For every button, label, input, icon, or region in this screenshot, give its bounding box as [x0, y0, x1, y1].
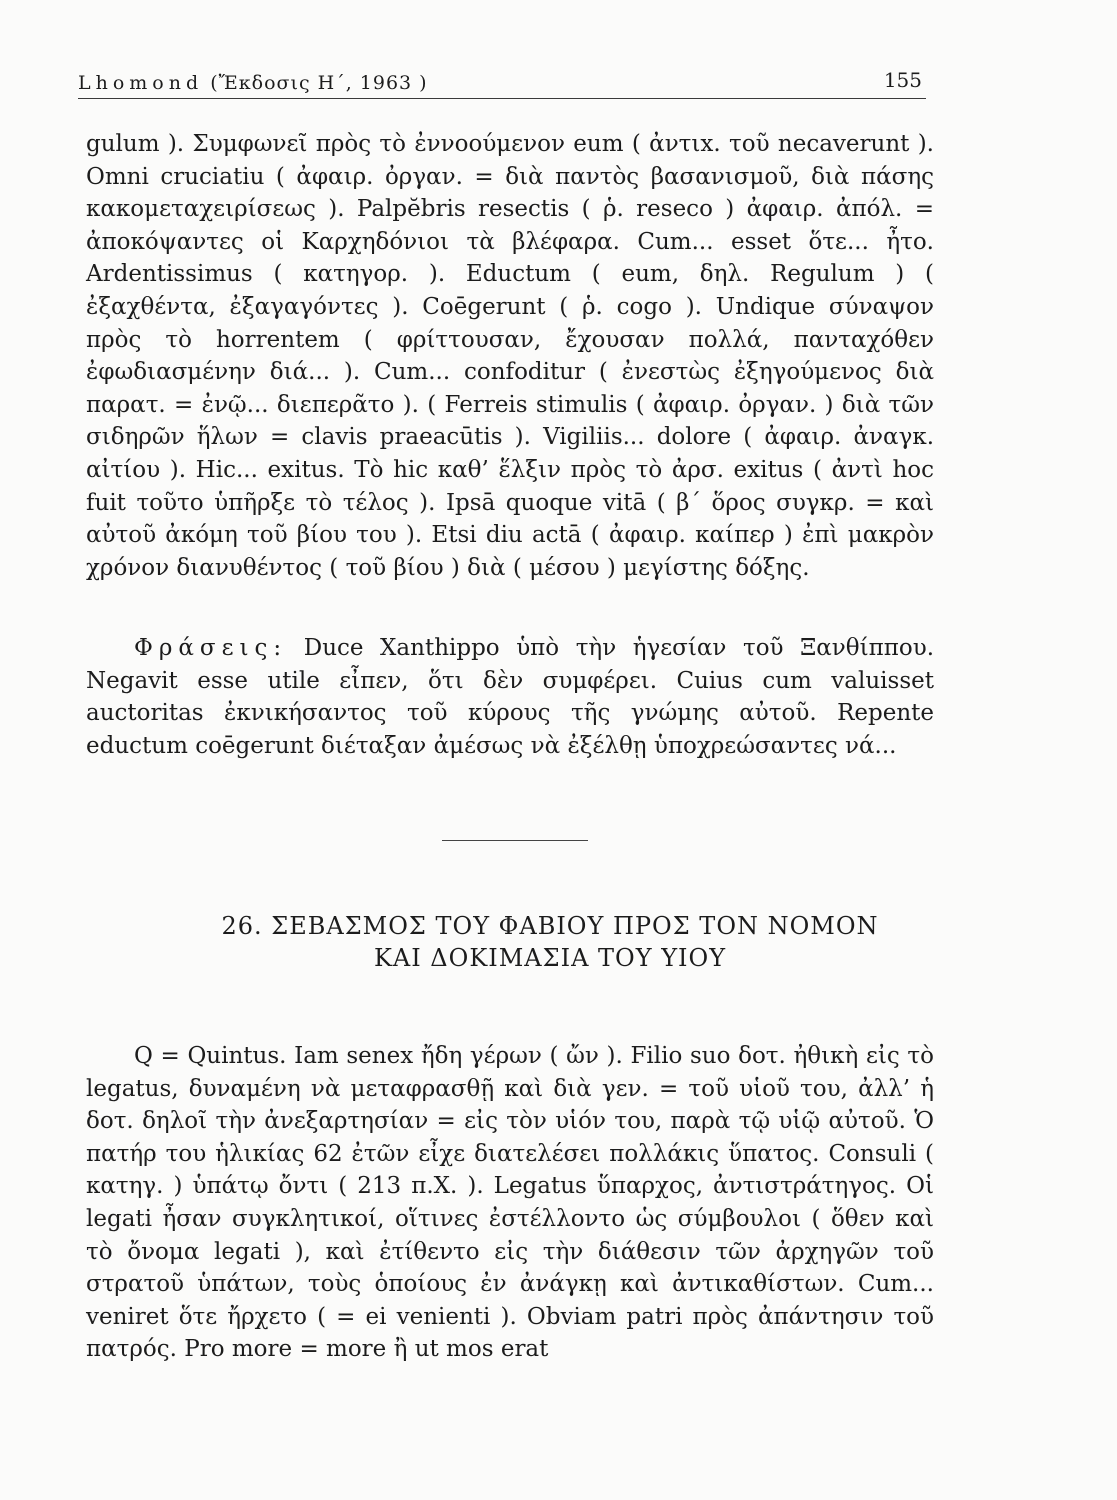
commentary-block [86, 128, 934, 584]
page-number: 155 [883, 68, 922, 92]
phrases-text: Duce Xanthippo ὑπὸ τὴν ἡγεσίαν τοῦ Ξανθίππου. Negavit esse utile εἶπεν, ὅτι δὲν συμφέρει. Cuius cum valuisset auctoritas ἐκνικήσαντος τοῦ κύρους τῆς γνώμης αὐτοῦ. Repente eductum coēgerunt διέταξαν ἀμέσως νὰ ἐξέλθῃ ὑποχρεώσαντες νά... [86, 635, 935, 759]
section-body [86, 1040, 934, 1366]
section-divider [442, 840, 588, 841]
running-header [78, 62, 926, 99]
section-title [120, 910, 980, 974]
header-edition: (Ἔκδοσις Η΄, 1963 ) [210, 72, 428, 94]
section-title-line-2: ΚΑΙ ΔΟΚΙΜΑΣΙΑ ΤΟΥ ΥΙΟΥ [373, 944, 727, 972]
commentary-paragraph: gulum ). Συμφωνεῖ πρὸς τὸ ἐννοούμενον eum ( ἀντιx. τοῦ necaverunt ). Omni cruciatiu ( ἀφαιρ. ὀργαν. = διὰ παντὸς βασανισμοῦ, διὰ πάσης κακομεταχειρίσεως ). Palpĕbris resectis ( ῥ. reseco ) ἀφαιρ. ἀπόλ. = ἀποκόψαντες οἱ Καρχηδόνιοι τὰ βλέφαρα. Cum... esset ὅτε... ἦτο. Ardentissimus ( κατηγορ. ). Eductum ( eum, δηλ. Regulum ) ( ἐξαχθέντα, ἐξαγαγόντες ). Coēgerunt ( ῥ. cogo ). Undique σύναψον πρὸς τὸ horrentem ( φρίττουσαν, ἔχουσαν πολλά, πανταχόθεν ἐφωδιασμένην διά... ). Cum... confoditur ( ἐνεστὼς ἐξηγούμενος διὰ παρατ. = ἐνῷ... διεπερᾶτο ). ( Ferreis stimulis ( ἀφαιρ. ὀργαν. ) διὰ τῶν σιδηρῶν ἥλων = clavis praeacūtis ). Vigiliis... dolore ( ἀφαιρ. ἀναγκ. αἰτίου ). Hic... exitus. Τὸ hic καθ’ ἕλξιν πρὸς τὸ ἀρσ. exitus ( ἀντὶ hoc fuit τοῦτο ὑπῆρξε τὸ τέλος ). Ipsā quoque vitā ( β΄ ὅρος συγκρ. = καὶ αὐτοῦ ἀκόμη τοῦ βίου του ). Etsi diu actā ( ἀφαιρ. καίπερ ) ἐπὶ μακρὸν χρόνον διανυθέντος ( τοῦ βίου ) διὰ ( μέσου ) μεγίστης δόξης. [86, 131, 934, 581]
phrases-paragraph [86, 632, 934, 762]
section-title-line-1: 26. ΣΕΒΑΣΜΟΣ ΤΟΥ ΦΑΒΙΟΥ ΠΡΟΣ ΤΟΝ ΝΟΜΟΝ [221, 912, 879, 940]
header-title [78, 72, 428, 94]
header-author: Lhomond [78, 72, 204, 94]
phrases-label: Φράσεις: [134, 635, 288, 661]
phrases-block [86, 632, 934, 762]
section-paragraph: Q = Quintus. Iam senex ἤδη γέρων ( ὤν ). Filio suo δοτ. ἠθικὴ εἰς τὸ legatus, δυναμένη νὰ μεταφρασθῇ καὶ διὰ γεν. = τοῦ υἱοῦ του, ἀλλ’ ἡ δοτ. δηλοῖ τὴν ἀνεξαρτησίαν = εἰς τὸν υἱόν του, παρὰ τῷ υἱῷ αὐτοῦ. Ὁ πατήρ του ἡλικίας 62 ἐτῶν εἶχε διατελέσει πολλάκις ὕπατος. Consuli ( κατηγ. ) ὑπάτῳ ὄντι ( 213 π.Χ. ). Legatus ὕπαρχος, ἀντιστράτηγος. Οἱ legati ἦσαν συγκλητικοί, οἵτινες ἐστέλλοντο ὡς σύμβουλοι ( ὅθεν καὶ τὸ ὄνομα legati ), καὶ ἐτίθεντο εἰς τὴν διάθεσιν τῶν ἀρχηγῶν τοῦ στρατοῦ ὑπάτων, τοὺς ὁποίους ἐν ἀνάγκῃ καὶ ἀντικαθίστων. Cum... veniret ὅτε ἤρχετο ( = ei venienti ). Obviam patri πρὸς ἀπάντησιν τοῦ πατρός. Pro more = more ἢ ut mos erat [86, 1043, 934, 1363]
